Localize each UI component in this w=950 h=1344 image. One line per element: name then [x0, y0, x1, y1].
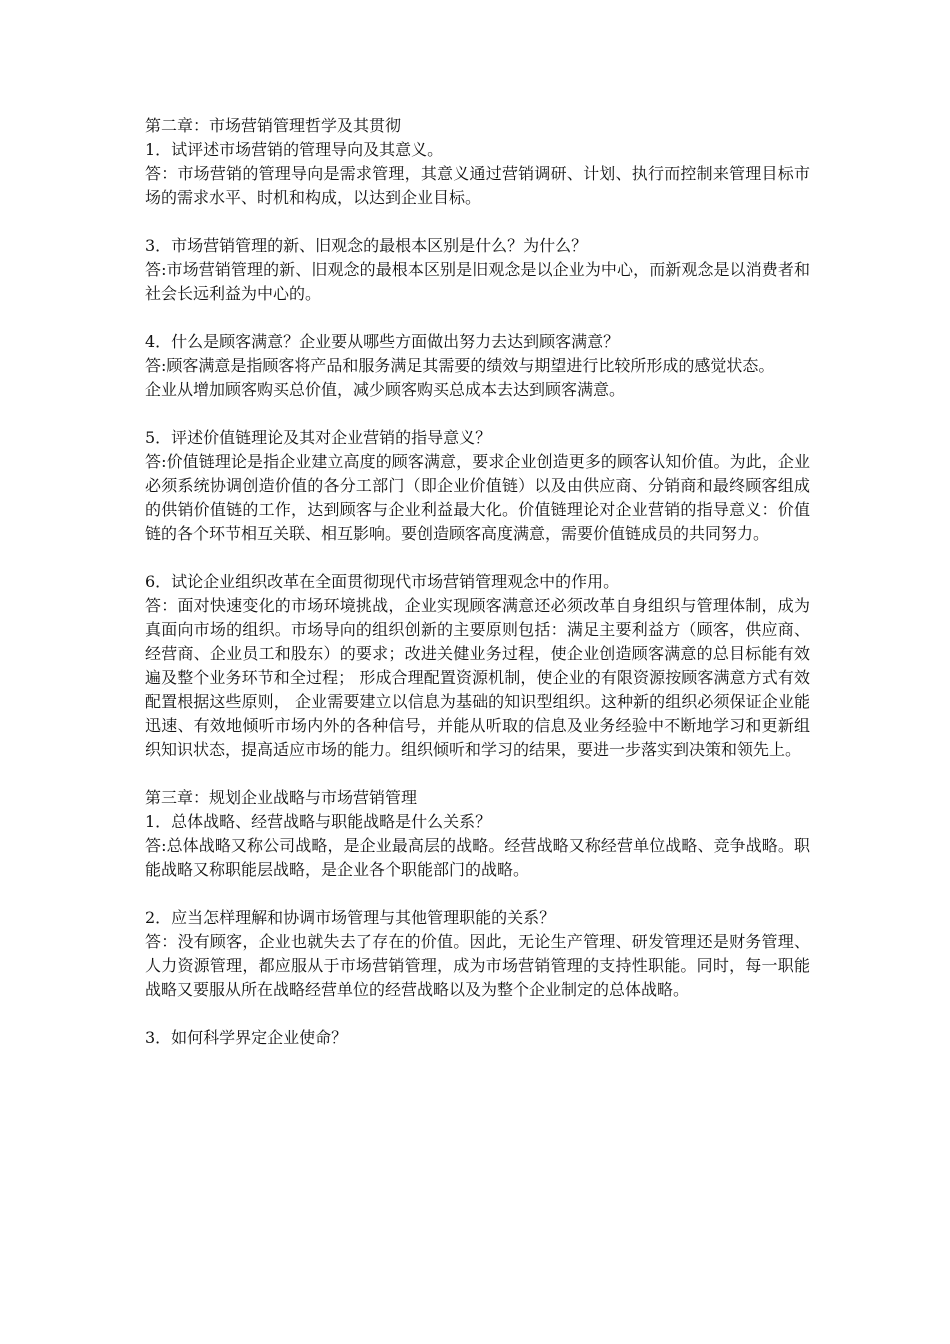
- question: 3．如何科学界定企业使命？: [145, 1028, 348, 1047]
- question: 1．总体战略、经营战略与职能战略是什么关系？: [145, 812, 492, 831]
- answer: 答:总体战略又称公司战略，是企业最高层的战略。经营战略又称经营单位战略、竞争战略。职能战略又称职能层战略，是企业各个职能部门的战略。: [145, 836, 810, 879]
- document-page: [145, 114, 810, 1050]
- answer: 答：市场营销的管理导向是需求管理，其意义通过营销调研、计划、执行而控制来管理目标市场的需求水平、时机和构成，以达到企业目标。: [145, 164, 810, 207]
- paragraph-gap: [145, 210, 810, 234]
- paragraph-gap: [145, 882, 810, 906]
- answer: 企业从增加顾客购买总价值，减少顾客购买总成本去达到顾客满意。: [145, 380, 626, 399]
- chapter-heading: 第三章：规划企业战略与市场营销管理: [145, 788, 418, 807]
- paragraph-gap: [145, 546, 810, 570]
- question: 2．应当怎样理解和协调市场管理与其他管理职能的关系？: [145, 908, 556, 927]
- answer: 答:顾客满意是指顾客将产品和服务满足其需要的绩效与期望进行比较所形成的感觉状态。: [145, 356, 775, 375]
- paragraph-gap: [145, 306, 810, 330]
- answer: 答：面对快速变化的市场环境挑战，企业实现顾客满意还必须改革自身组织与管理体制，成为真面向市场的组织。市场导向的组织创新的主要原则包括：满足主要利益方（顾客，供应商、经营商、企业员工和股东）的要求；改进关健业务过程，使企业创造顾客满意的总目标能有效遍及整个业务环节和全过程； 形成合理配置资源机制，使企业的有限资源按顾客满意方式有效配置根据这些原则， 企业需要建立以信息为基础的知识型组织。这种新的组织必须保证企业能迅速、有效地倾听市场内外的各种信号，并能从听取的信息及业务经验中不断地学习和更新组织知识状态，提高适应市场的能力。组织倾听和学习的结果，要进一步落实到决策和领先上。: [145, 596, 810, 759]
- paragraph-gap: [145, 762, 810, 786]
- answer: 答:价值链理论是指企业建立高度的顾客满意，要求企业创造更多的顾客认知价值。为此，企业必须系统协调创造价值的各分工部门（即企业价值链）以及由供应商、分销商和最终顾客组成的供销价值链的工作，达到顾客与企业利益最大化。价值链理论对企业营销的指导意义：价值链的各个环节相互关联、相互影响。要创造顾客高度满意，需要价值链成员的共同努力。: [145, 452, 810, 543]
- question: 4．什么是顾客满意？企业要从哪些方面做出努力去达到顾客满意？: [145, 332, 620, 351]
- question: 5．评述价值链理论及其对企业营销的指导意义？: [145, 428, 492, 447]
- answer: 答：没有顾客，企业也就失去了存在的价值。因此，无论生产管理、研发管理还是财务管理、人力资源管理，都应服从于市场营销管理，成为市场营销管理的支持性职能。同时，每一职能战略又要服从所在战略经营单位的经营战略以及为整个企业制定的总体战略。: [145, 932, 810, 999]
- answer: 答:市场营销管理的新、旧观念的最根本区别是旧观念是以企业为中心，而新观念是以消费者和社会长远利益为中心的。: [145, 260, 810, 303]
- question: 3．市场营销管理的新、旧观念的最根本区别是什么？为什么？: [145, 236, 588, 255]
- paragraph-gap: [145, 402, 810, 426]
- question: 1．试评述市场营销的管理导向及其意义。: [145, 140, 444, 159]
- paragraph-gap: [145, 1002, 810, 1026]
- chapter-heading: 第二章：市场营销管理哲学及其贯彻: [145, 116, 402, 135]
- question: 6．试论企业组织改革在全面贯彻现代市场营销管理观念中的作用。: [145, 572, 620, 591]
